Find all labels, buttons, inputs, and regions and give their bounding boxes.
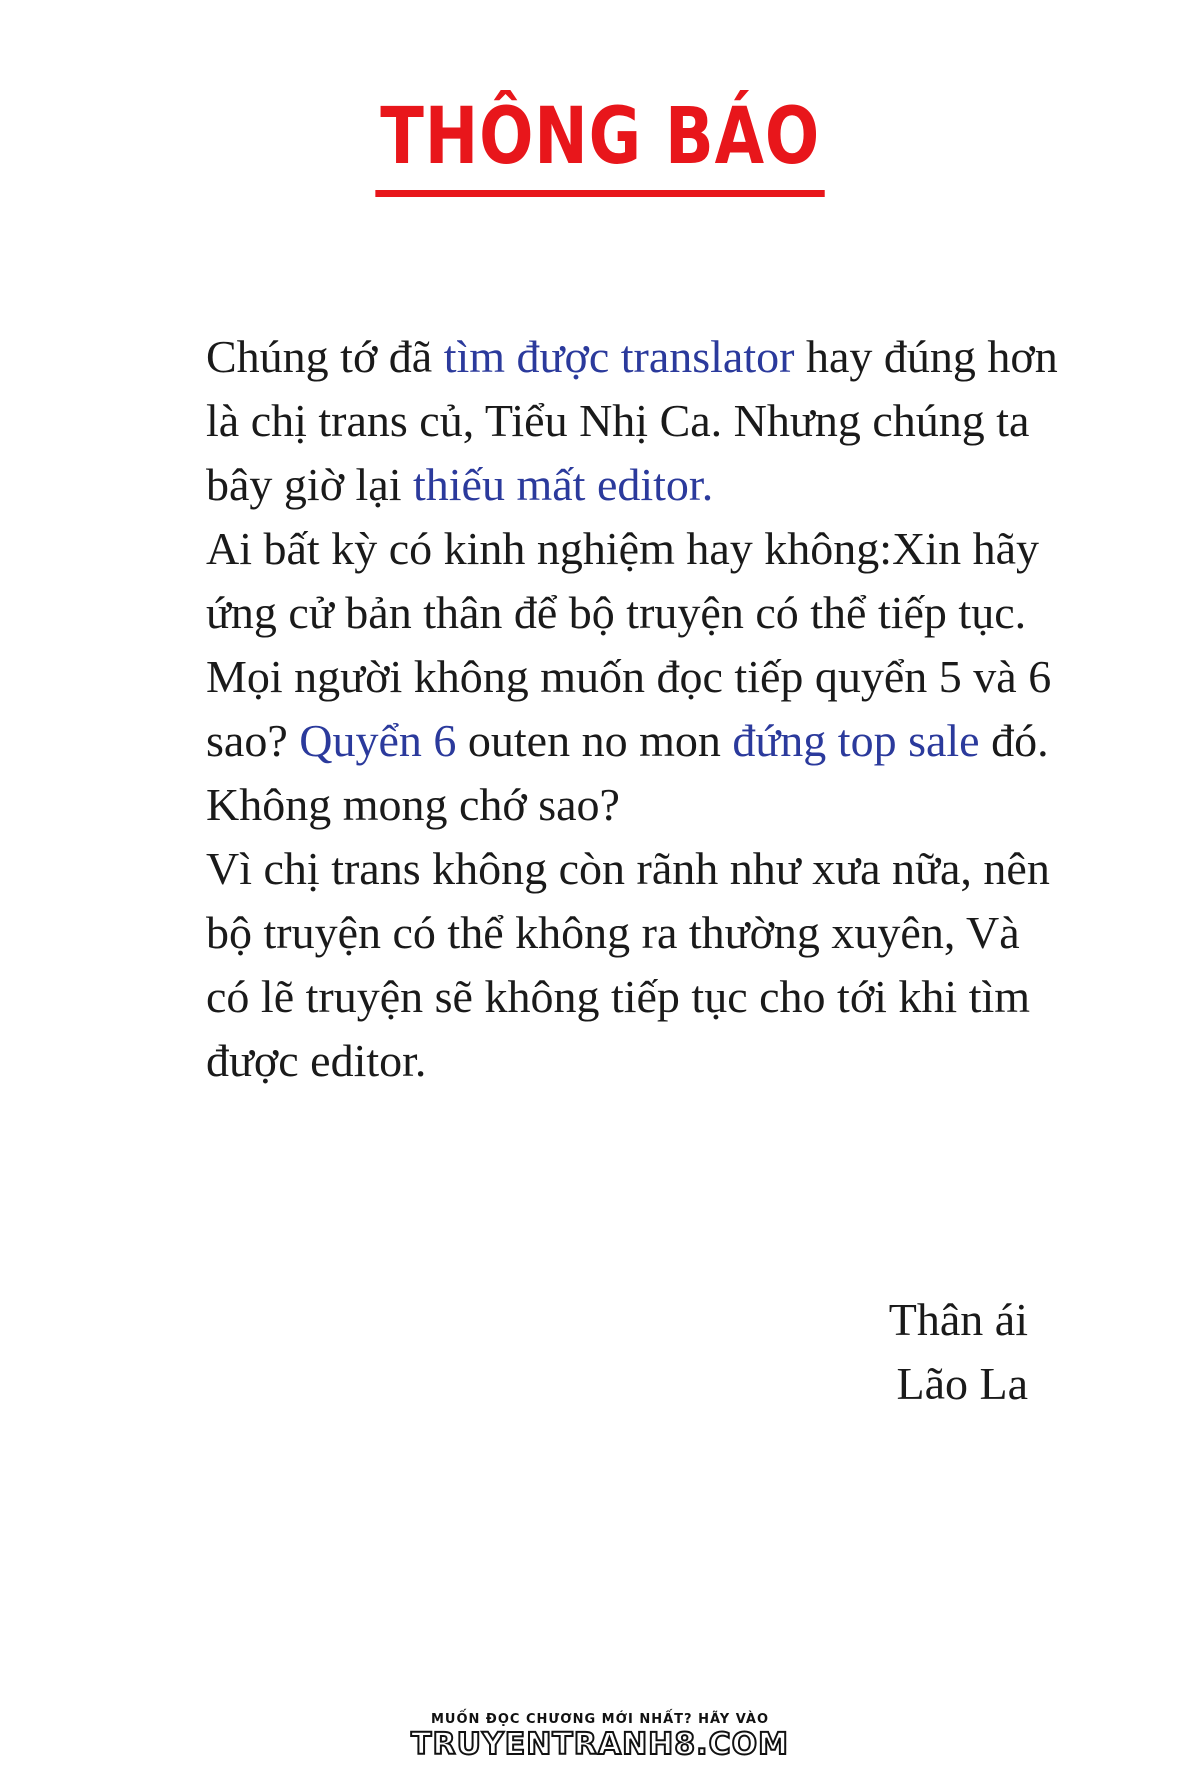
- paragraph-schedule: [206, 837, 1066, 1093]
- text-segment: hay đúng hơn là chị trans củ, Tiểu Nhị Ca. Nhưng chúng ta bây giờ lại: [206, 331, 1058, 510]
- text-segment: Ai bất kỳ có kinh nghiệm hay không:Xin hãy ứng cử bản thân để bộ truyện có thể tiếp tục. Mọi người không muốn đọc tiếp quyển 5 và 6 sao?: [206, 523, 1052, 766]
- watermark-tagline: MUỐN ĐỌC CHƯƠNG MỚI NHẤT? HÃY VÀO: [430, 1712, 769, 1727]
- text-segment: đó. Không mong chớ sao?: [206, 715, 1049, 830]
- notice-title-text: THÔNG BÁO: [375, 92, 825, 197]
- highlight-volume-6: Quyển 6: [299, 715, 457, 766]
- text-segment: Chúng tớ đã: [206, 331, 444, 382]
- notice-title: [0, 92, 1200, 197]
- watermark-site-name: TRUYENTRANH8.COM: [411, 1727, 789, 1762]
- paragraph-translator: [206, 325, 1066, 517]
- site-watermark: [0, 1712, 1200, 1762]
- paragraph-call-for-editor: [206, 517, 1066, 837]
- text-segment: outen no mon: [456, 715, 733, 766]
- text-segment: Vì chị trans không còn rãnh như xưa nữa, nên bộ truyện có thể không ra thường xuyên, Và có lẽ truyện sẽ không tiếp tục cho tới khi tìm được editor.: [206, 843, 1050, 1086]
- signoff: [889, 1288, 1028, 1416]
- signoff-greeting: Thân ái: [888, 1294, 1028, 1345]
- highlight-missing-editor: thiếu mất editor.: [413, 459, 714, 510]
- highlight-top-sale: đứng top sale: [732, 715, 980, 766]
- notice-body: [206, 325, 1066, 1093]
- highlight-translator: tìm được translator: [443, 331, 795, 382]
- signoff-author: Lão La: [896, 1358, 1028, 1409]
